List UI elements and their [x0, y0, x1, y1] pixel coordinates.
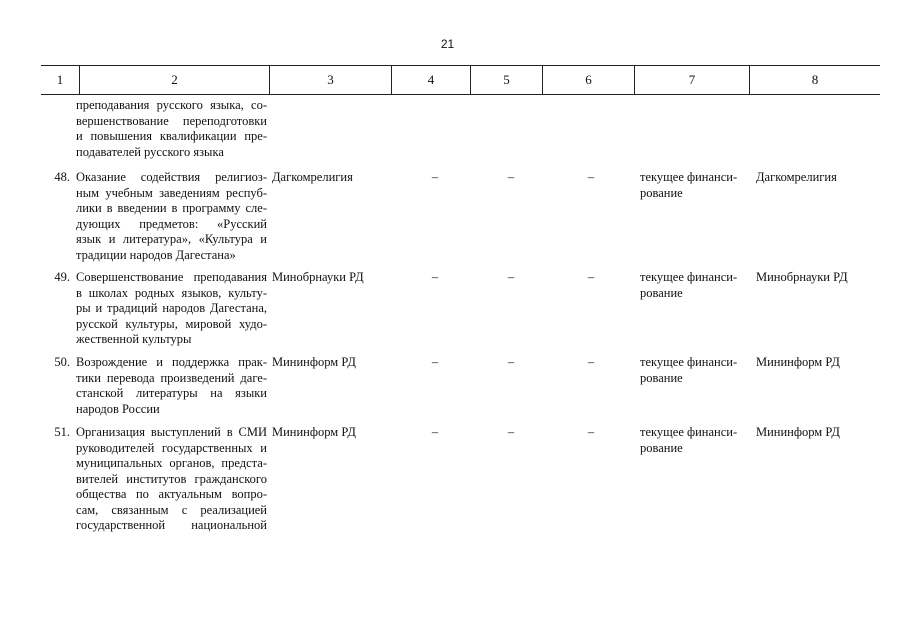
financing-line: рование — [640, 285, 683, 300]
description-line: ным учебным заведениям респуб- — [76, 185, 267, 200]
column-header-4: 4 — [427, 72, 435, 87]
row-financing — [640, 355, 748, 386]
description-line: Совершенствование преподавания — [76, 270, 267, 284]
row-responsible: Мининформ РД — [756, 355, 840, 369]
description-line: традиции народов Дагестана» — [76, 247, 236, 262]
table-header-row — [41, 65, 880, 95]
row-col4: – — [431, 425, 439, 439]
financing-line: текущее финанси- — [640, 355, 738, 369]
description-line: Возрождение и поддержка прак- — [76, 355, 267, 369]
description-line: сам, связанным с реализацией — [76, 502, 267, 517]
financing-line: рование — [640, 185, 683, 200]
row-col5: – — [507, 425, 515, 439]
row-description — [76, 270, 267, 348]
description-line: подавателей русского языка — [76, 144, 224, 159]
column-header-3: 3 — [327, 72, 334, 87]
description-line: руководителей государственных и — [76, 440, 267, 455]
description-line: лики в введении в программу сле- — [76, 201, 267, 215]
continuation-description — [76, 98, 267, 160]
row-description — [76, 355, 267, 417]
row-executor: Мининформ РД — [272, 425, 356, 439]
description-line: тики перевода произведений даге- — [76, 370, 267, 385]
row-col6: – — [587, 170, 595, 184]
column-header-6: 6 — [585, 72, 592, 87]
financing-line: текущее финанси- — [640, 425, 738, 439]
row-number: 49. — [54, 270, 70, 284]
row-description — [76, 170, 267, 263]
column-header-5: 5 — [503, 72, 510, 87]
description-line: муниципальных органов, предста- — [76, 456, 267, 470]
description-line: вителей институтов гражданского — [76, 471, 267, 486]
row-number: 50. — [54, 355, 70, 369]
description-line: ры и традиций народов Дагестана, — [76, 301, 267, 315]
description-line: Оказание содействия религиоз- — [76, 170, 267, 184]
description-line: преподавания русского языка, со- — [76, 98, 267, 112]
description-line: русской культуры, мировой худо- — [76, 316, 267, 331]
row-financing — [640, 270, 748, 301]
row-col5: – — [507, 270, 515, 284]
row-financing — [640, 425, 748, 456]
description-line: вершенствование переподготовки — [76, 113, 267, 128]
financing-line: рование — [640, 440, 683, 455]
row-col6: – — [587, 270, 595, 284]
column-header-1: 1 — [56, 72, 64, 87]
row-responsible: Дагкомрелигия — [756, 170, 837, 184]
row-responsible: Мининформ РД — [756, 425, 840, 439]
row-col4: – — [431, 270, 439, 284]
row-financing — [640, 170, 748, 201]
description-line: государственной национальной — [76, 518, 267, 532]
description-line: дующих предметов: «Русский — [76, 216, 267, 231]
description-line: общества по актуальным вопро- — [76, 487, 267, 501]
page-number: 21 — [440, 37, 455, 51]
column-header-7: 7 — [688, 72, 696, 87]
description-line: в школах родных языков, культу- — [76, 285, 267, 300]
row-number: 51. — [54, 425, 70, 439]
financing-line: рование — [640, 370, 683, 385]
row-col4: – — [431, 355, 439, 369]
description-line: и повышения квалификации пре- — [76, 129, 267, 143]
description-line: станской литературы на языки — [76, 386, 267, 400]
description-line: язык и литература», «Культура и — [76, 232, 267, 246]
description-line: Организация выступлений в СМИ — [76, 425, 267, 439]
row-description — [76, 425, 267, 534]
row-col5: – — [507, 170, 515, 184]
row-executor: Дагкомрелигия — [272, 170, 353, 184]
row-executor: Минобрнауки РД — [272, 270, 364, 284]
description-line: народов России — [76, 401, 160, 416]
row-number: 48. — [54, 170, 70, 184]
row-col6: – — [587, 355, 595, 369]
row-responsible: Минобрнауки РД — [756, 270, 848, 284]
row-executor: Мининформ РД — [272, 355, 356, 369]
financing-line: текущее финанси- — [640, 170, 738, 184]
row-col5: – — [507, 355, 515, 369]
column-header-2: 2 — [171, 72, 178, 87]
row-col6: – — [587, 425, 595, 439]
column-header-8: 8 — [811, 72, 819, 87]
row-col4: – — [431, 170, 439, 184]
financing-line: текущее финанси- — [640, 270, 738, 284]
description-line: жественной культуры — [76, 332, 192, 346]
